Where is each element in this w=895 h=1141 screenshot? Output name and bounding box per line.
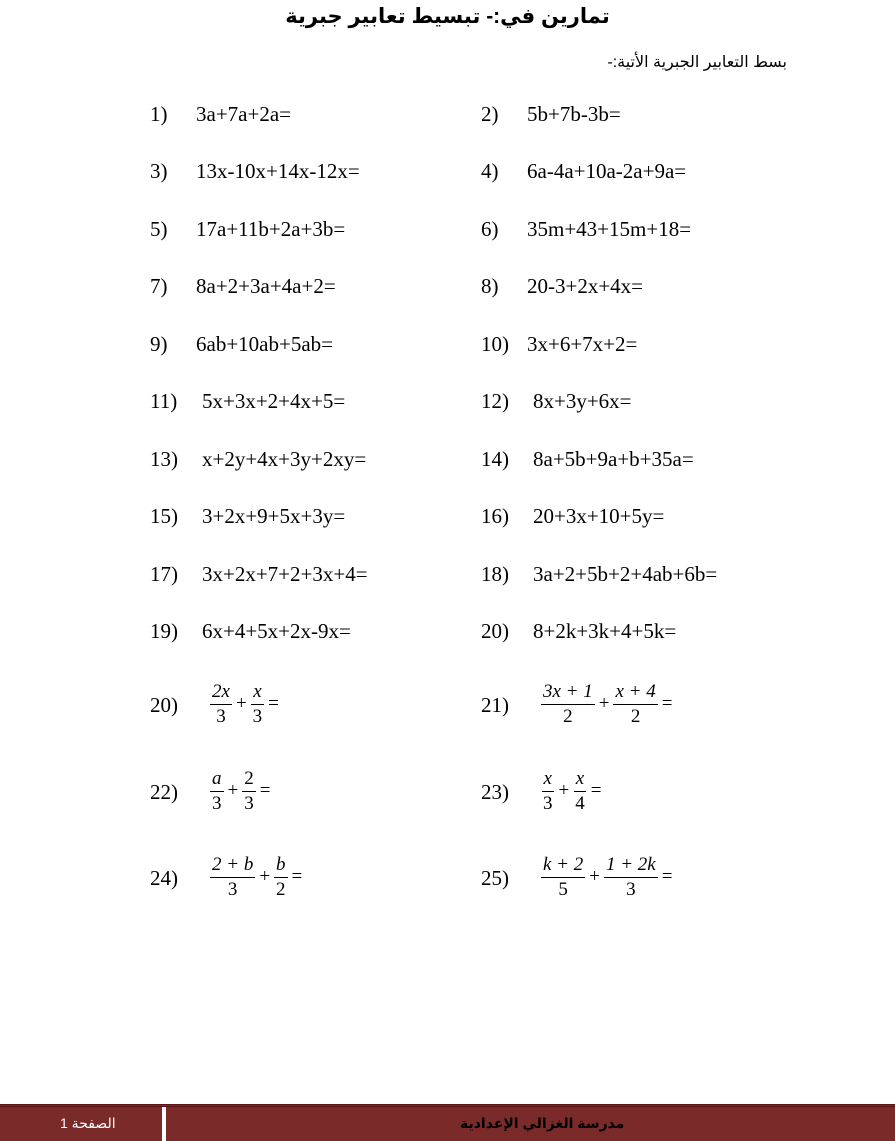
- exercise-3: 3) 13x-10x+14x-12x=: [150, 156, 360, 186]
- exercise-2: 2) 5b+7b-3b=: [481, 99, 621, 129]
- exercise-4: 4) 6a-4a+10a-2a+9a=: [481, 156, 686, 186]
- page-number: الصفحة 1: [60, 1115, 116, 1131]
- exercise-15: 15) 3+2x+9+5x+3y=: [150, 501, 345, 531]
- fraction-exercise-25: 25) $\frac{k + 2}{5}$ + $\frac{1 + 2k}{3}$ =: [481, 853, 673, 900]
- exercise-expression: 3x+2x+7+2+3x+4=: [202, 562, 368, 586]
- instruction-text: بسط التعابير الجبرية الأتية:-: [607, 54, 787, 71]
- exercise-14: 14) 8a+5b+9a+b+35a=: [481, 444, 694, 474]
- fraction-exercise-21: 21) $\frac{3x + 1}{2}$ + $\frac{x + 4}{2}$ =: [481, 680, 673, 727]
- fraction-exercise-20: 20) $\frac{2x}{3}$ + $\frac{x}{3}$ =: [150, 680, 279, 727]
- exercise-number: 23): [481, 780, 509, 804]
- exercise-number: 22): [150, 780, 178, 804]
- exercise-1: 1) 3a+7a+2a=: [150, 99, 291, 129]
- exercise-19: 19) 6x+4+5x+2x-9x=: [150, 616, 351, 646]
- exercise-expression: 35m+43+15m+18=: [527, 217, 692, 241]
- exercise-expression: 13x-10x+14x-12x=: [196, 159, 360, 183]
- exercise-expression: 3a+2+5b+2+4ab+6b=: [533, 562, 718, 586]
- exercise-expression: 5x+3x+2+4x+5=: [202, 389, 346, 413]
- exercise-10: 10) 3x+6+7x+2=: [481, 329, 637, 359]
- exercise-expression: 6x+4+5x+2x-9x=: [202, 619, 351, 643]
- exercise-expression: 3x+6+7x+2=: [527, 332, 638, 356]
- exercise-expression: 8+2k+3k+4+5k=: [533, 619, 677, 643]
- exercise-20: 20) 8+2k+3k+4+5k=: [481, 616, 676, 646]
- exercise-expression: 8a+2+3a+4a+2=: [196, 274, 336, 298]
- exercise-9: 9) 6ab+10ab+5ab=: [150, 329, 333, 359]
- exercise-expression: 3a+7a+2a=: [196, 102, 291, 126]
- fraction-exercise-23: 23) $\frac{x}{3}$ + $\frac{x}{4}$ =: [481, 767, 602, 814]
- exercise-expression: 17a+11b+2a+3b=: [196, 217, 346, 241]
- exercise-number: 21): [481, 693, 509, 717]
- footer-divider: [162, 1107, 166, 1141]
- exercise-7: 7) 8a+2+3a+4a+2=: [150, 271, 336, 301]
- exercise-expression: x+2y+4x+3y+2xy=: [202, 447, 367, 471]
- exercise-expression: 6a-4a+10a-2a+9a=: [527, 159, 687, 183]
- fraction-exercise-24: 24) $\frac{2 + b}{3}$ + $\frac{b}{2}$ =: [150, 853, 303, 900]
- exercise-16: 16) 20+3x+10+5y=: [481, 501, 664, 531]
- exercise-12: 12) 8x+3y+6x=: [481, 386, 632, 416]
- exercise-11: 11) 5x+3x+2+4x+5=: [150, 386, 345, 416]
- page-footer: [0, 1104, 895, 1141]
- exercise-expression: 8x+3y+6x=: [533, 389, 632, 413]
- exercise-5: 5) 17a+11b+2a+3b=: [150, 214, 345, 244]
- exercise-number: 24): [150, 866, 178, 890]
- school-name: مدرسة الغزالي الإعدادية: [460, 1115, 625, 1131]
- page-title: تمارين في:- تبسيط تعابير جبرية: [285, 5, 610, 28]
- exercise-expression: 8a+5b+9a+b+35a=: [533, 447, 694, 471]
- exercise-expression: 3+2x+9+5x+3y=: [202, 504, 346, 528]
- exercise-expression: 20+3x+10+5y=: [533, 504, 665, 528]
- exercise-number: 25): [481, 866, 509, 890]
- exercise-18: 18) 3a+2+5b+2+4ab+6b=: [481, 559, 717, 589]
- exercise-17: 17) 3x+2x+7+2+3x+4=: [150, 559, 368, 589]
- exercise-8: 8) 20-3+2x+4x=: [481, 271, 643, 301]
- exercise-expression: 20-3+2x+4x=: [527, 274, 644, 298]
- exercise-6: 6) 35m+43+15m+18=: [481, 214, 691, 244]
- exercise-expression: 5b+7b-3b=: [527, 102, 621, 126]
- fraction-exercise-22: 22) $\frac{a}{3}$ + $\frac{2}{3}$ =: [150, 767, 271, 814]
- exercise-expression: 6ab+10ab+5ab=: [196, 332, 333, 356]
- exercise-13: 13) x+2y+4x+3y+2xy=: [150, 444, 366, 474]
- exercise-number: 20): [150, 693, 178, 717]
